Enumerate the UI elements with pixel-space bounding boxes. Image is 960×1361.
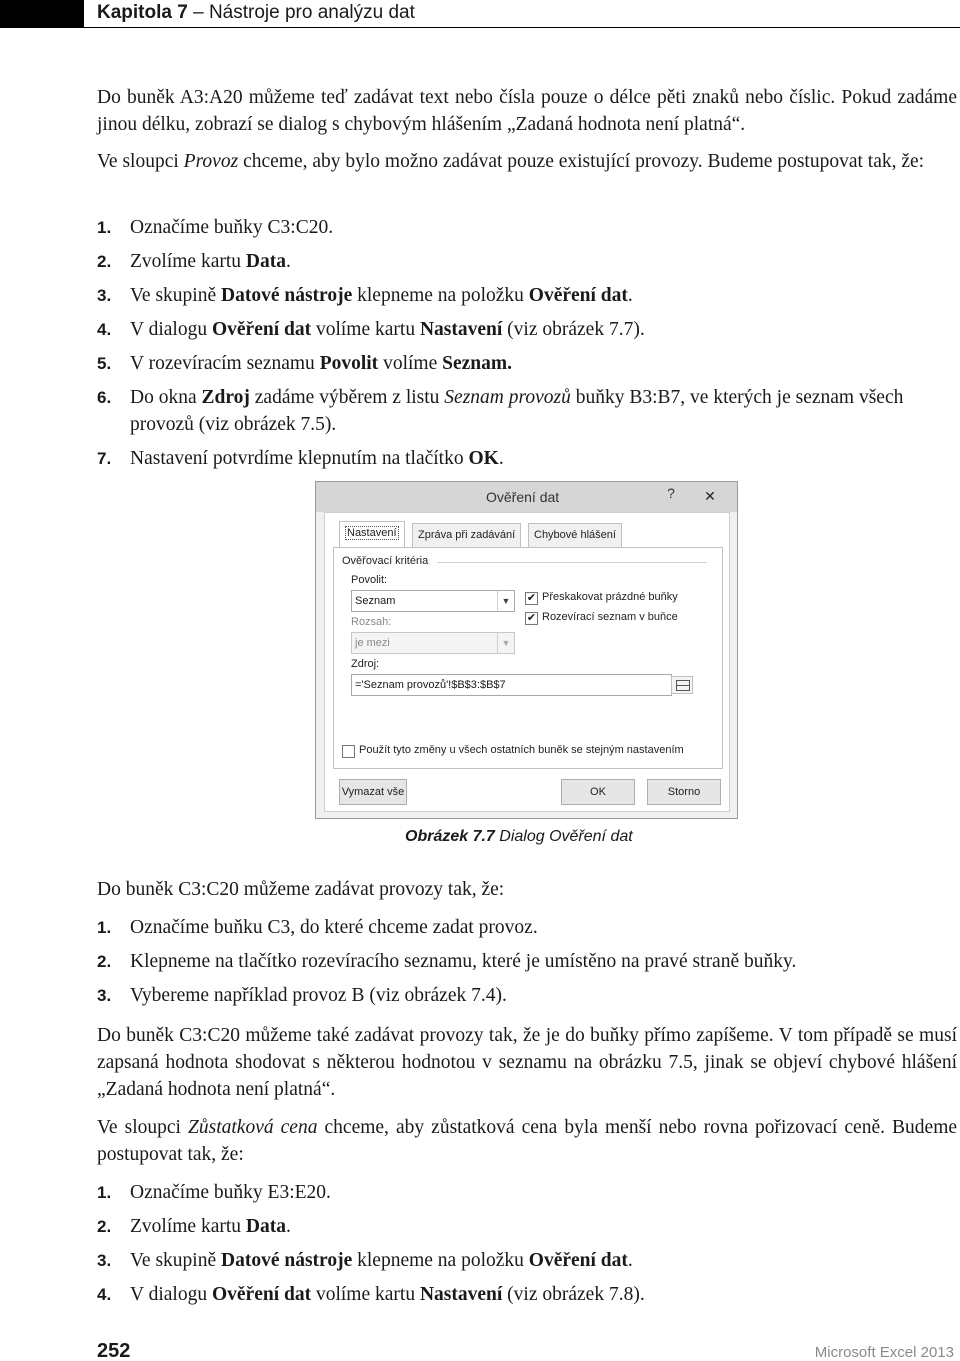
range-select-value: je mezi — [355, 637, 390, 649]
paragraph-residual-value: Ve sloupci Zůstatková cena chceme, aby zůstatková cena byla menší nebo rovna pořizovací ceně. Budeme postupovat tak, že: — [97, 1117, 958, 1165]
apply-all-checkbox[interactable] — [342, 745, 355, 758]
apply-all-label: Použít tyto změny u všech ostatních buněk se stejným nastavením — [359, 744, 684, 756]
numbered-list-1 — [97, 214, 957, 472]
paragraph-intro-1: Do buněk A3:A20 můžeme teď zadávat text nebo čísla pouze o délce pěti znaků nebo číslic. Pokud zadáme jinou délku, zobrazí se dialog s chybovým hlášením „Zadaná hodnota není platná“. — [97, 87, 957, 135]
chapter-title: Nástroje pro analýzu dat — [208, 2, 415, 23]
list-item: 2. Zvolíme kartu Data. — [97, 251, 291, 272]
paragraph-direct-entry: Do buněk C3:C20 můžeme také zadávat provozy tak, že je do buňky přímo zapíšeme. V tom případě se musí zapsaná hodnota shodovat s některou hodnotou v seznamu na obrázku 7.5, jinak se objeví chybové hlášení „Zadaná hodnota není platná“. — [97, 1025, 957, 1100]
in-cell-dropdown-checkbox[interactable]: ✔ — [526, 612, 537, 624]
range-label: Rozsah: — [351, 616, 392, 628]
in-cell-dropdown-label: Rozevírací seznam v buňce — [542, 611, 678, 623]
tab-settings[interactable]: Nastavení — [339, 521, 405, 548]
running-header — [0, 0, 960, 28]
list-item: 2. Klepneme na tlačítko rozevíracího seznamu, které je umístěno na pravé straně buňky. — [97, 951, 797, 972]
header-rule — [84, 27, 960, 28]
help-icon[interactable]: ? — [667, 485, 675, 501]
data-validation-dialog — [315, 481, 738, 819]
clear-all-button[interactable]: Vymazat vše — [339, 779, 407, 805]
cancel-button[interactable]: Storno — [647, 779, 721, 805]
chevron-down-icon[interactable]: ▼ — [497, 591, 514, 611]
list-item: 1. Označíme buňky E3:E20. — [97, 1182, 331, 1203]
figure-caption-text: Dialog Ověření dat — [494, 828, 633, 845]
chapter-heading — [97, 2, 415, 24]
dialog-body — [324, 512, 730, 812]
list-item: 2. Zvolíme kartu Data. — [97, 1216, 291, 1237]
range-selector-icon[interactable] — [671, 676, 693, 694]
ignore-blank-label: Přeskakovat prázdné buňky — [542, 591, 678, 603]
allow-label: Povolit: — [351, 574, 388, 586]
close-icon[interactable]: ✕ — [704, 488, 716, 504]
list-item: 4. V dialogu Ověření dat volíme kartu Nastavení (viz obrázek 7.8). — [97, 1284, 645, 1305]
source-input[interactable]: ='Seznam provozů'!$B$3:$B$7 — [351, 674, 672, 696]
book-title: Microsoft Excel 2013 — [814, 1344, 954, 1361]
figure-label: Obrázek 7.7 — [405, 828, 495, 845]
figure-caption — [405, 828, 633, 846]
list-item: 3. Ve skupině Datové nástroje klepneme na položku Ověření dat. — [97, 1250, 633, 1271]
list-item: 1. Označíme buňku C3, do které chceme zadat provoz. — [97, 917, 538, 938]
dialog-titlebar — [316, 482, 737, 512]
list-item: 1. Označíme buňky C3:C20. — [97, 217, 334, 238]
chapter-separator: – — [193, 2, 204, 23]
criteria-group-label: Ověřovací kritéria — [342, 555, 429, 567]
header-black-block — [0, 0, 84, 28]
dialog-title: Ověření dat — [486, 489, 560, 505]
numbered-list-2 — [97, 914, 957, 1009]
paragraph-intro-2: Ve sloupci Provoz chceme, aby bylo možno zadávat pouze existující provozy. Budeme postupovat tak, že: — [97, 151, 925, 172]
chevron-down-icon[interactable]: ▼ — [497, 633, 514, 653]
tab-error-alert[interactable]: Chybové hlášení — [528, 523, 622, 547]
settings-panel — [333, 547, 723, 769]
ignore-blank-checkbox[interactable]: ✔ — [526, 592, 537, 604]
list-item: 3. Ve skupině Datové nástroje klepneme na položku Ověření dat. — [97, 285, 633, 306]
page-number: 252 — [97, 1340, 131, 1361]
list-item: 7. Nastavení potvrdíme klepnutím na tlačítko OK. — [97, 448, 504, 469]
allow-select[interactable] — [351, 590, 515, 612]
numbered-list-3 — [97, 1179, 957, 1308]
list-item: 6. Do okna Zdroj zadáme výběrem z listu Seznam provozů buňky B3:B7, ve kterých je seznam všech provozů (viz obrázek 7.5). — [97, 387, 904, 435]
group-divider — [437, 562, 707, 563]
tab-input-message[interactable]: Zpráva při zadávání — [412, 523, 521, 547]
list-item: 5. V rozevíracím seznamu Povolit volíme Seznam. — [97, 353, 512, 374]
allow-select-value: Seznam — [355, 595, 396, 607]
ok-button[interactable]: OK — [561, 779, 635, 805]
range-select[interactable] — [351, 632, 515, 654]
source-label: Zdroj: — [351, 658, 380, 670]
chapter-label: Kapitola 7 — [97, 2, 188, 23]
list-item: 3. Vybereme například provoz B (viz obrázek 7.4). — [97, 985, 507, 1006]
list-item: 4. V dialogu Ověření dat volíme kartu Nastavení (viz obrázek 7.7). — [97, 319, 645, 340]
paragraph-section-2-intro: Do buněk C3:C20 můžeme zadávat provozy tak, že: — [97, 879, 505, 900]
